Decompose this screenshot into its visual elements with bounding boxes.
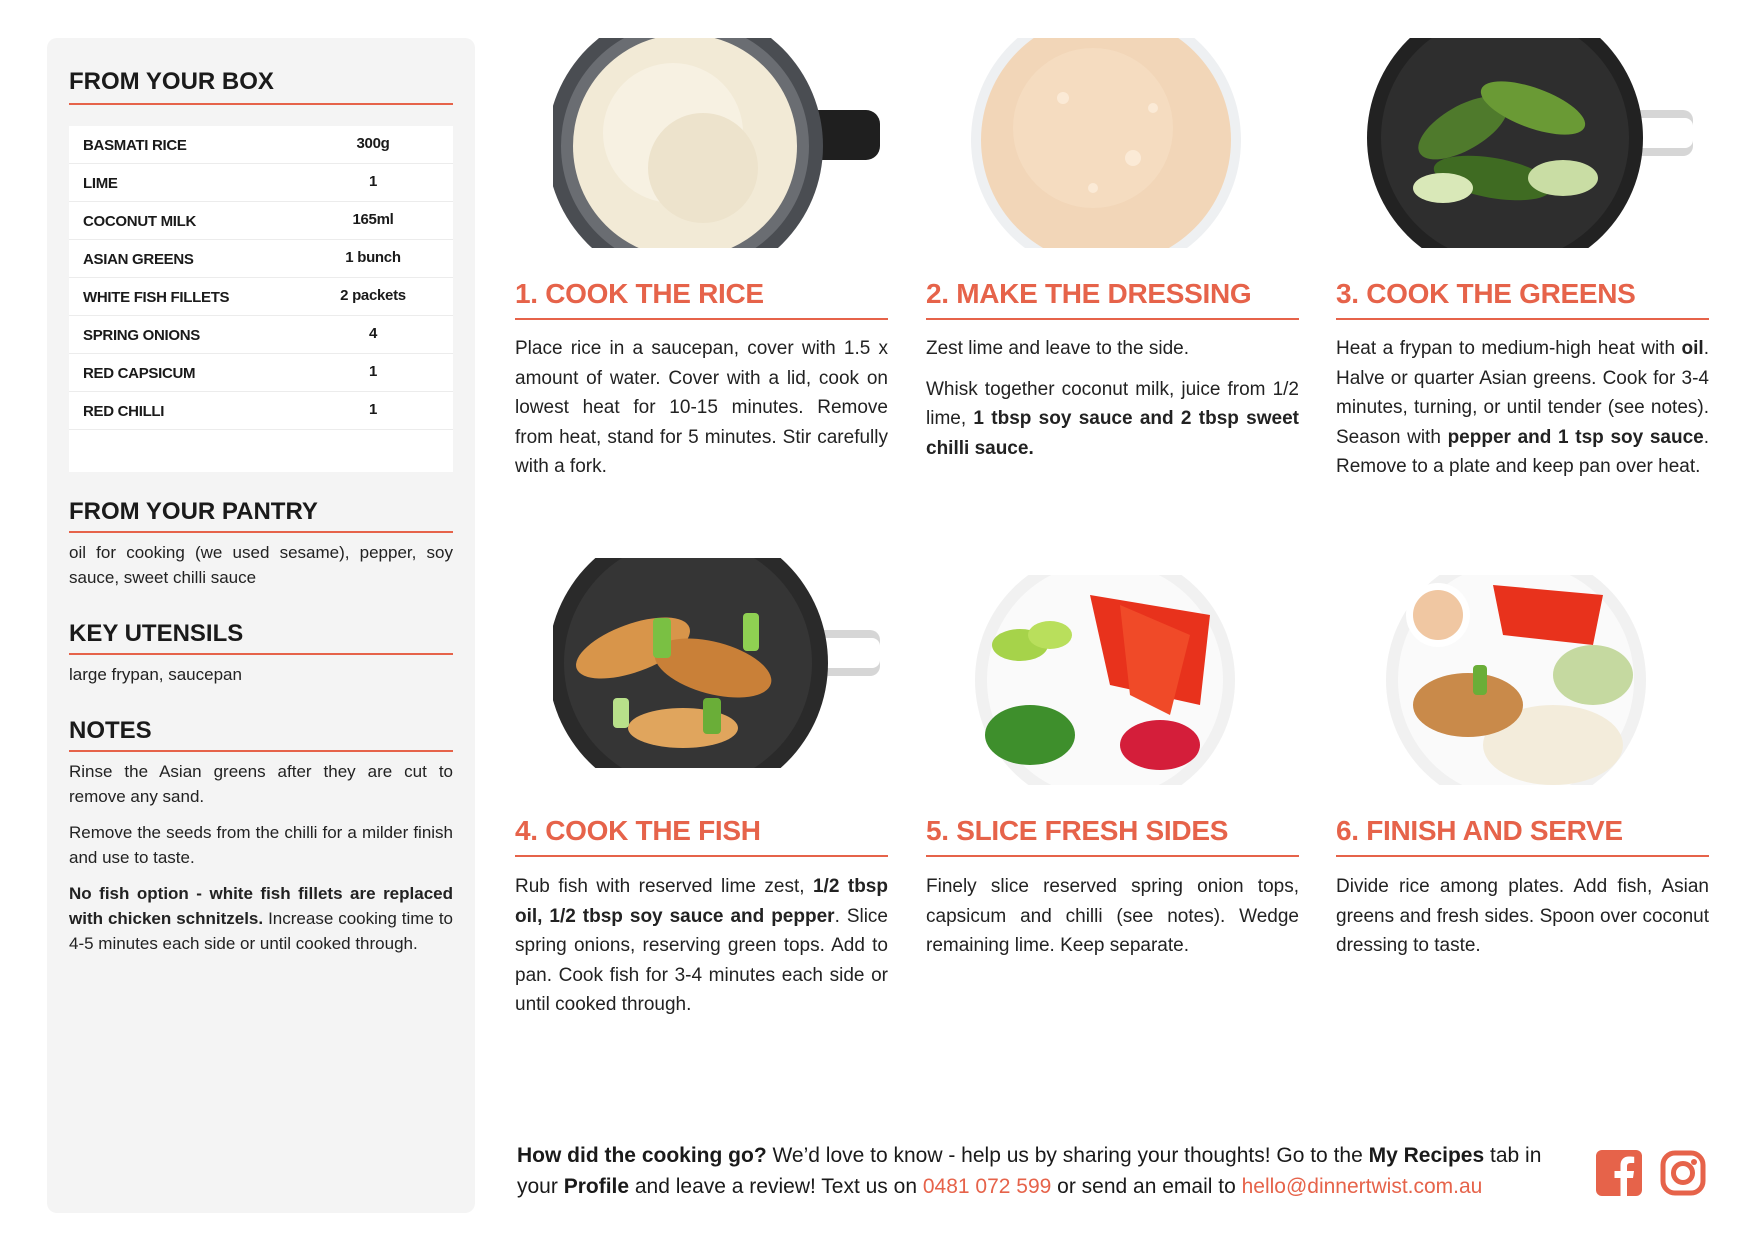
text-run: . Slice spring onions, reserving green tops. Add to pan. Cook fish for 3-4 minutes each side or until cooked through. [515,905,888,1015]
step-rule [515,318,888,320]
step-4-title: 4. COOK THE FISH [515,815,761,846]
note-bold: No fish option - white fish fillets are replaced with chicken schnitzels. [69,884,453,928]
cook-the-fish-photo [553,558,880,768]
step-rule [926,318,1299,320]
make-the-dressing-photo [963,38,1293,248]
ingredient-qty: 2 packets [340,287,406,304]
note: Remove the seeds from the chilli for a milder finish and use to taste. [69,823,453,867]
text-run: We’d love to know - help us by sharing your thoughts! Go to the [766,1144,1369,1167]
from-your-box-heading: FROM YOUR BOX [69,68,274,95]
profile-label: Profile [563,1175,630,1198]
text-bold: oil [1681,338,1704,359]
text-run: . Halve or quarter Asian greens. Cook for 3-4 minutes, turning, or until tender (see notes). Season with [1336,338,1709,448]
table-row [69,202,453,240]
step-1-text [515,334,888,493]
ingredient-qty: 1 [368,401,378,418]
step-paragraph [1336,334,1709,482]
step-5-title: 5. SLICE FRESH SIDES [926,815,1229,846]
email-link[interactable]: hello@dinnertwist.com.au [1241,1175,1483,1198]
utensils-text: large frypan, saucepan [69,665,242,684]
ingredients-table [69,126,453,472]
from-your-pantry-heading: FROM YOUR PANTRY [69,498,318,525]
text-run: tab in your [517,1144,1542,1198]
ingredient-name: RED CHILLI [83,403,165,420]
text-run: . Remove to a plate and keep pan over heat. [1336,426,1710,477]
table-row [69,278,453,316]
facebook-icon[interactable] [1596,1150,1642,1196]
table-row [69,240,453,278]
step-paragraph: Place rice in a saucepan, cover with 1.5 x amount of water. Cover with a lid, cook on lowest heat for 10-15 minutes. Remove from heat, stand for 5 minutes. Stir carefully with a fork. [515,338,888,477]
feedback-footer [517,1140,1577,1202]
step-rule [926,855,1299,857]
step-paragraph: Finely slice reserved spring onion tops, capsicum and chilli (see notes). Wedge remaining lime. Keep separate. [926,876,1299,956]
step-rule [1336,855,1709,857]
ingredient-qty: 1 bunch [345,249,401,266]
text-bold: pepper and 1 tsp soy sauce [1447,426,1704,448]
ingredient-name: RED CAPSICUM [83,365,196,382]
ingredient-qty: 4 [368,325,378,342]
heading-rule [69,103,453,105]
ingredient-qty: 1 [368,173,378,190]
step-paragraph: Zest lime and leave to the side. [926,338,1189,359]
step-paragraph: Divide rice among plates. Add fish, Asian greens and fresh sides. Spoon over coconut dressing to taste. [1336,876,1709,956]
text-run: or send an email to [1051,1175,1242,1198]
text-bold: 1/2 tbsp oil, 1/2 tbsp soy sauce and pepper [515,876,888,927]
ingredient-qty: 300g [356,135,390,152]
text-run: Whisk together coconut milk, juice from 1/2 lime, [926,378,1299,429]
text-run: Rub fish with reserved lime zest, [515,876,813,897]
text-run: Heat a frypan to medium-high heat with [1336,338,1682,359]
finish-and-serve-photo [1373,575,1683,785]
heading-rule [69,750,453,752]
notes-heading: NOTES [69,717,152,744]
ingredient-name: ASIAN GREENS [83,251,194,268]
table-row [69,392,453,430]
ingredient-name: BASMATI RICE [83,137,187,154]
table-row [69,164,453,202]
step-6-text [1336,872,1709,972]
ingredient-name: SPRING ONIONS [83,327,200,344]
step-2-text [926,334,1299,474]
slice-fresh-sides-photo [960,575,1296,785]
ingredient-name: COCONUT MILK [83,213,197,230]
feedback-question: How did the cooking go? [517,1144,767,1167]
step-paragraph [515,872,888,1020]
ingredient-qty: 1 [368,363,378,380]
phone-link[interactable]: 0481 072 599 [922,1175,1052,1198]
ingredient-name: LIME [83,175,118,192]
table-row [69,126,453,164]
step-rule [515,855,888,857]
note-rest: Increase cooking time to 4-5 minutes each side or until cooked through. [69,909,454,953]
table-row [69,316,453,354]
key-utensils-heading: KEY UTENSILS [69,620,244,647]
my-recipes-label: My Recipes [1368,1144,1485,1167]
step-6-title: 6. FINISH AND SERVE [1336,815,1623,846]
table-row [69,354,453,392]
step-paragraph [926,375,1299,464]
note [69,881,453,956]
step-2-title: 2. MAKE THE DRESSING [926,278,1252,309]
cook-the-greens-photo [1363,38,1693,248]
ingredients-sidebar [47,38,475,1213]
text-bold: 1 tbsp soy sauce and 2 tbsp sweet chilli sauce. [926,408,1299,459]
ingredient-qty: 165ml [352,211,394,228]
step-3-text [1336,334,1709,493]
step-3-title: 3. COOK THE GREENS [1336,278,1636,309]
heading-rule [69,531,453,533]
text-run: and leave a review! Text us on [629,1175,923,1198]
cook-the-rice-photo [553,38,880,248]
pantry-text: oil for cooking (we used sesame), pepper, soy sauce, sweet chilli sauce [69,543,453,587]
step-4-text [515,872,888,1031]
instagram-icon[interactable] [1660,1150,1706,1196]
note: Rinse the Asian greens after they are cut to remove any sand. [69,762,453,806]
step-rule [1336,318,1709,320]
ingredient-name: WHITE FISH FILLETS [83,289,230,306]
step-5-text [926,872,1299,972]
step-1-title: 1. COOK THE RICE [515,278,764,309]
heading-rule [69,653,453,655]
notes-text [69,759,453,967]
